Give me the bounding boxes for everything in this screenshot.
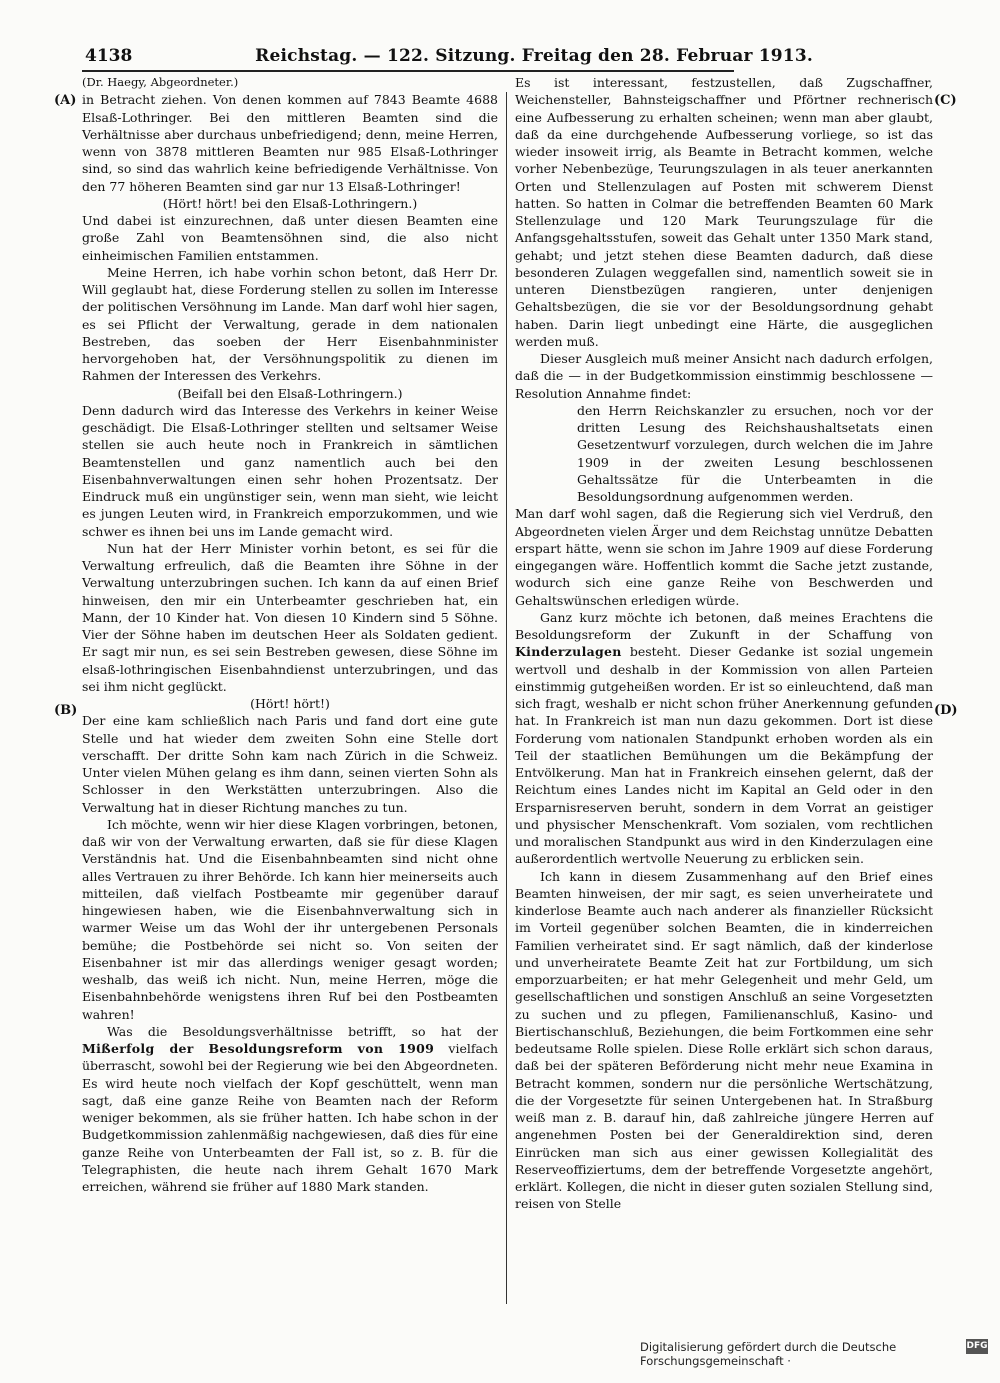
dfg-logo: DFG bbox=[966, 1339, 988, 1354]
paragraph: Der eine kam schließlich nach Paris und fand dort eine gute Stelle und hat wieder dem zweiten Sohn eine Stelle dort verschafft. Der dritte Sohn kam nach Zürich in die Schweiz. Unter vielen Mühen gelang es ihm dann, seinen vierten Sohn als Schlosser in den Werkstätten unterzubringen. Also die Verwaltung hat in dieser Richtung manches zu tun. bbox=[82, 713, 498, 815]
emphasized-heading: Mißerfolg der Besoldungsreform von 1909 bbox=[82, 1041, 435, 1056]
paragraph-text: Ganz kurz möchte ich betonen, daß meines Erachtens die Besoldungsreform der Zukunft in der Schaffung von bbox=[515, 609, 933, 642]
header-rule bbox=[82, 70, 734, 72]
speaker-reference: (Dr. Haegy, Abgeordneter.) bbox=[82, 75, 239, 89]
page-header bbox=[85, 46, 813, 70]
paragraph: Dieser Ausgleich muß meiner Ansicht nach dadurch erfolgen, daß die — in der Budgetkommission einstimmig beschlossene — Resolution Annahme findet: bbox=[515, 351, 933, 401]
paragraph-text: besteht. Dieser Gedanke ist sozial ungemein wertvoll und deshalb in der Kommission von allen Parteien einstimmig gutgeheißen worden. Er ist so einleuchtend, daß man sich fragt, weshalb er nicht schon früher Anerkennung gefunden hat. In Frankreich ist man nun dazu gekommen. Dort ist diese Forderung vom nationalen Standpunkt erhoben worden als ein Teil der staatlichen Bemühungen um die Bekämpfung der Entvölkerung. Man hat in Frankreich einsehen gelernt, daß der Reichtum eines Landes nicht im Kapital an Geld oder in den Ersparnisreserven beruht, sondern in dem Vorrat an geistiger und physischer Menschenkraft. Vom sozialen, vom rechtlichen und moralischen Standpunkt aus wird in den Kinderzulagen eine außerordentlich wertvolle Neuerung zu erblicken sein. bbox=[515, 644, 933, 867]
resolution-quote: den Herrn Reichskanzler zu ersuchen, noch vor der dritten Lesung des Reichshaushaltsetats einen Gesetzentwurf vorzulegen, durch welchen die im Jahre 1909 in der zweiten Lesung beschlossenen Gehaltssätze für die Unterbeamten in die Besoldungsordnung aufgenommen werden. bbox=[577, 402, 933, 504]
running-head: Reichstag. — 122. Sitzung. Freitag den 28. Februar 1913. bbox=[255, 46, 813, 66]
paragraph: Ich möchte, wenn wir hier diese Klagen vorbringen, betonen, daß wir von der Verwaltung erwarten, daß sie für diese Klagen Verständnis hat. Und die Eisenbahnbeamten sind nicht ohne alles Vertrauen zu ihrer Behörde. Ich kann hier meinerseits auch mitteilen, daß vielfach Postbeamte mir gegenüber darauf hingewiesen haben, wie die Eisenbahnverwaltung sich in warmer Weise um das Wohl der ihr untergebenen Personals bemühe; die Postbehörde sei nicht so. Von seiten der Eisenbahner ist mir das allerdings weniger gesagt worden; weshalb, das weiß ich nicht. Nun, meine Herren, möge die Eisenbahnbehörde wenigstens ihren Ruf bei den Postbeamten wahren! bbox=[82, 816, 498, 1022]
margin-mark-d: (D) bbox=[934, 703, 958, 718]
interjection: (Hört! hört!) bbox=[250, 696, 330, 711]
paragraph bbox=[82, 1023, 498, 1196]
paragraph: in Betracht ziehen. Von denen kommen auf 7843 Beamte 4688 Elsaß-Lothringer. Bei den mittleren Beamten sind die Verhältnisse aber durchaus unbefriedigend; denn, meine Herren, wenn von 3878 mittleren Beamten nur 985 Elsaß-Lothringer sind, so sind das wahrlich keine befriedigende Verhältnisse. Von den 77 höheren Beamten sind gar nur 13 Elsaß-Lothringer! bbox=[82, 92, 498, 194]
paragraph: Meine Herren, ich habe vorhin schon betont, daß Herr Dr. Will geglaubt hat, diese Forderung stellen zu sollen im Interesse der politischen Versöhnung im Lande. Man darf wohl hier sagen, es sei Pflicht der Verwaltung, gerade in dem nationalen Bestreben, das soeben der Herr Eisenbahnminister hervorgehoben hat, der Versöhnungspolitik zu dienen im Rahmen der Interessen des Verkehrs. bbox=[82, 264, 498, 384]
paragraph: Denn dadurch wird das Interesse des Verkehrs in keiner Weise geschädigt. Die Elsaß-Lothringer stellten und seltsamer Weise stellen sie auch heute noch in Frankreich in sämtlichen Beamtenstellen und ganz namentlich auch bei den Eisenbahnverwaltungen einen sehr hohen Prozentsatz. Der Eindruck muß ein ungünstiger sein, wenn man sieht, wie leicht es jungen Leuten wird, in Frankreich emporzukommen, und wie schwer es ihnen bei uns im Lande gemacht wird. bbox=[82, 402, 498, 539]
emphasized-term: Kinderzulagen bbox=[515, 644, 622, 660]
column-divider bbox=[506, 92, 507, 1304]
paragraph-text: vielfach überrascht, sowohl bei der Regierung wie bei den Abgeordneten. Es wird heute noch vielfach der Kopf geschüttelt, wenn man sagt, daß eine ganze Reihe von Beamten nach der Reform weniger bekommen, als sie früher hatten. Ich habe schon in der Budgetkommission zahlenmäßig nachgewiesen, daß dies für eine ganze Reihe von Unterbeamten der Fall ist, so z. B. für die Telegraphisten, die heute nach ihrem Gehalt 1670 Mark erreichen, während sie früher auf 1880 Mark standen. bbox=[82, 1041, 498, 1194]
paragraph: Und dabei ist einzurechnen, daß unter diesen Beamten eine große Zahl von Beamtensöhnen sind, die also nicht einheimischen Familien entstammen. bbox=[82, 213, 498, 263]
paragraph: Es ist interessant, festzustellen, daß Zugschaffner, Weichensteller, Bahnsteigschaffner und Pförtner rechnerisch eine Aufbesserung zu erhalten scheinen; wenn man aber glaubt, daß da eine durchgehende Aufbesserung vorliege, so ist das wieder insoweit irrig, als Beamte in Betracht kommen, welche vorher Nebenbezüge, Teurungszulagen in als teuer anerkannten Orten und Stellenzulagen auf Posten mit schwerem Dienst hatten. So hatten in Colmar die betreffenden Beamten 60 Mark Stellenzulage und 120 Mark Teurungszulage für die Anfangsgehaltsstufen, soweit das Gehalt unter 1350 Mark stand, gehabt; und jetzt stehen diese Beamten dadurch, daß diese besonderen Zulagen weggefallen sind, namentlich soweit sie in unteren Dienstbezügen rangieren, unter denjenigen Gehaltsbezügen, die sie vor der Besoldungsordnung gehabt haben. Darin liegt unbedingt eine Härte, die ausgeglichen werden muß. bbox=[515, 75, 933, 349]
paragraph: Man darf wohl sagen, daß die Regierung sich viel Verdruß, den Abgeordneten vielen Ärger und dem Reichstag unnütze Debatten erspart hätte, wenn sie schon im Jahre 1909 auf diese Forderung eingegangen wäre. Hoffentlich kommt die Sache jetzt zustande, wodurch sich eine ganze Reihe von Beschwerden und Gehaltswünschen erledigen würde. bbox=[515, 506, 933, 608]
margin-mark-a: (A) bbox=[54, 93, 77, 108]
digitization-credit: Digitalisierung gefördert durch die Deutsche Forschungsgemeinschaft · bbox=[640, 1340, 897, 1368]
right-column bbox=[515, 74, 933, 1213]
paragraph: Nun hat der Herr Minister vorhin betont, es sei für die Verwaltung erfreulich, daß die Beamten ihre Söhne in der Verwaltung unterzubringen suchen. Ich kann da auf einen Brief hinweisen, den mir ein Unterbeamter geschrieben hat, ein Mann, der 10 Kinder hat. Von diesen 10 Kindern sind 5 Söhne. Vier der Söhne haben im deutschen Heer als Soldaten gedient. Er sagt mir nun, es sei sein Bestreben gewesen, diese Söhne im elsaß-lothringischen Eisenbahndienst unterzubringen, und das sei ihm nicht geglückt. bbox=[82, 540, 498, 694]
margin-mark-c: (C) bbox=[934, 93, 957, 108]
paragraph: Ich kann in diesem Zusammenhang auf den Brief eines Beamten hinweisen, der mir sagt, es seien unverheiratete und kinderlose Beamte auch nach anderer als finanzieller Rücksicht im Vorteil gegenüber solchen Beamten, die in kinderreichen Familien verheiratet sind. Er sagt nämlich, daß der kinderlose und unverheiratete Beamte Zeit hat zur Fortbildung, um sich emporzuarbeiten; er hat mehr Gelegenheit und mehr Geld, um gesellschaftlichen und sonstigen Anschluß an seine Vorgesetzten zu suchen und zu pflegen, Familienanschluß, Kasino- und Biertischanschluß, Beziehungen, die beim Fortkommen eine sehr bedeutsame Rolle spielen. Diese Rolle erklärt sich schon daraus, daß bei der späteren Beförderung nicht mehr neue Examina in Betracht kommen, sondern nur die persönliche Wertschätzung, die der Vorgesetzte für seinen Untergebenen hat. In Straßburg weiß man z. B. darauf hin, daß zahlreiche jüngere Herren auf angenehmen Posten bei der Generaldirektion sind, deren Einrücken man sich aus einer gewissen Kollegialität des Reserveoffiziertums, dem der betreffende Vorgesetzte angehört, erklärt. Kollegen, die nicht in dieser guten sozialen Stellung sind, reisen von Stelle bbox=[515, 868, 933, 1212]
interjection: (Hört! hört! bei den Elsaß-Lothringern.) bbox=[162, 195, 418, 211]
paragraph bbox=[515, 609, 933, 868]
margin-mark-b: (B) bbox=[54, 703, 78, 718]
interjection: (Beifall bei den Elsaß-Lothringern.) bbox=[177, 385, 403, 401]
paragraph-text: Was die Besoldungsverhältnisse betrifft, so hat der bbox=[107, 1023, 498, 1039]
left-column bbox=[82, 74, 498, 1195]
page-number: 4138 bbox=[85, 46, 133, 66]
